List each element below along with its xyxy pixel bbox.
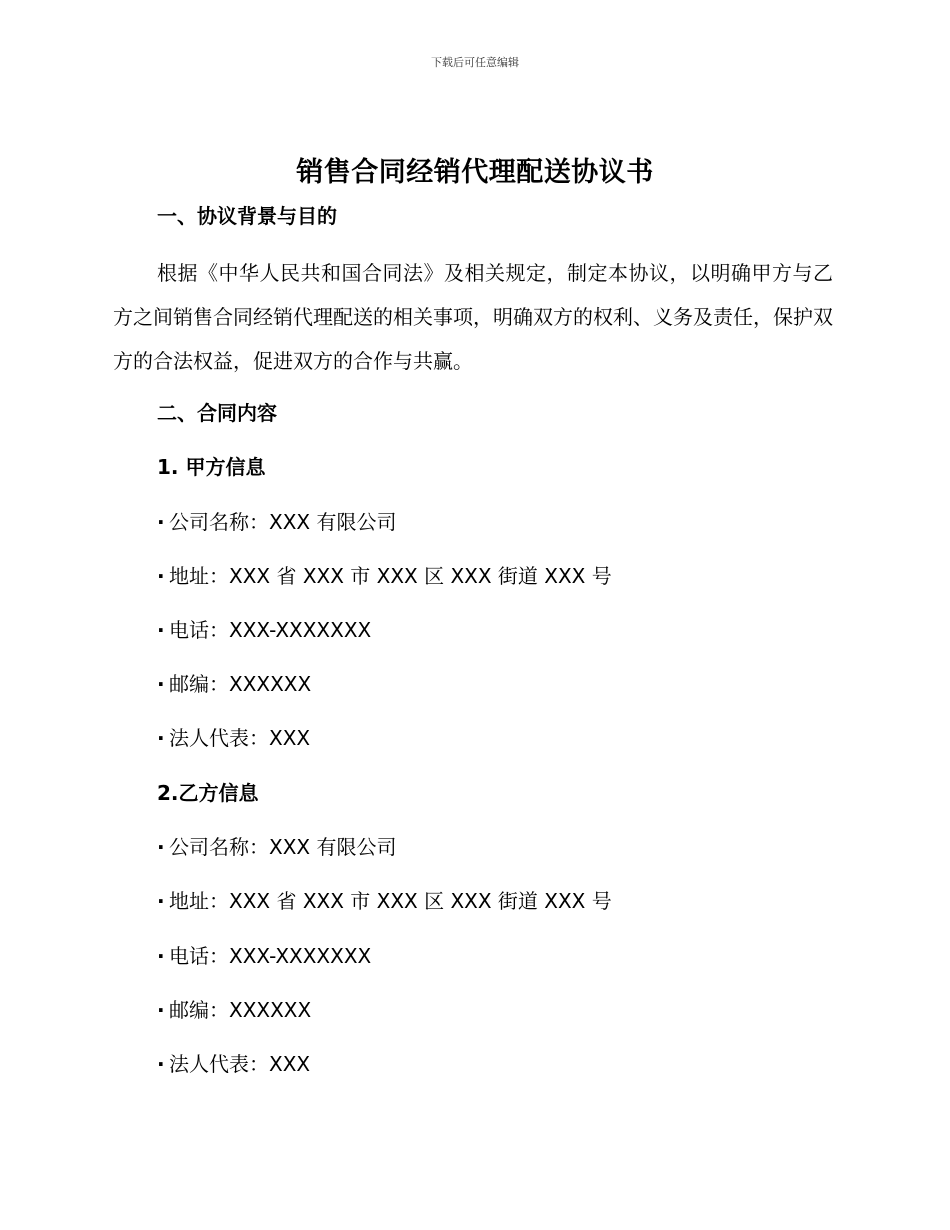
bullet-dot: ·	[157, 510, 165, 534]
header-note: 下载后可任意编辑	[431, 56, 519, 69]
party-b-postcode	[157, 994, 311, 1023]
party-a-company-name	[157, 506, 396, 535]
party-a-heading: 1. 甲方信息	[157, 455, 266, 479]
party-b-phone	[157, 940, 371, 969]
party-a-postcode	[157, 668, 311, 697]
bullet-dot: ·	[157, 1052, 165, 1076]
list-item-text: 地址：XXX 省 XXX 市 XXX 区 XXX 街道 XXX 号	[169, 564, 612, 588]
bullet-dot: ·	[157, 618, 165, 642]
section-heading-background: 一、协议背景与目的	[157, 204, 337, 228]
list-item-text: 公司名称：XXX 有限公司	[169, 835, 397, 859]
party-a-legal-rep	[157, 722, 310, 751]
list-item-text: 地址：XXX 省 XXX 市 XXX 区 XXX 街道 XXX 号	[169, 889, 612, 913]
list-item-text: 法人代表：XXX	[169, 1052, 311, 1076]
list-item-text: 法人代表：XXX	[169, 726, 311, 750]
party-b-address	[157, 885, 612, 914]
list-item-text: 邮编：XXXXXX	[169, 998, 312, 1022]
party-b-company-name	[157, 831, 396, 860]
bullet-dot: ·	[157, 889, 165, 913]
party-a-address	[157, 560, 612, 589]
document-title: 销售合同经销代理配送协议书	[296, 157, 654, 188]
party-b-heading: 2.乙方信息	[157, 781, 259, 805]
party-a-phone	[157, 614, 371, 643]
list-item-text: 邮编：XXXXXX	[169, 672, 312, 696]
bullet-dot: ·	[157, 998, 165, 1022]
bullet-dot: ·	[157, 672, 165, 696]
background-paragraph: 根据《中华人民共和国合同法》及相关规定，制定本协议，以明确甲方与乙方之间销售合同经销代理配送的相关事项，明确双方的权利、义务及责任，保护双方的合法权益，促进双方的合作与共赢。	[113, 261, 833, 373]
bullet-dot: ·	[157, 835, 165, 859]
list-item-text: 公司名称：XXX 有限公司	[169, 510, 397, 534]
section-heading-contract-content: 二、合同内容	[157, 401, 277, 425]
bullet-dot: ·	[157, 726, 165, 750]
bullet-dot: ·	[157, 944, 165, 968]
list-item-text: 电话：XXX-XXXXXXX	[169, 618, 372, 642]
list-item-text: 电话：XXX-XXXXXXX	[169, 944, 372, 968]
bullet-dot: ·	[157, 564, 165, 588]
party-b-legal-rep	[157, 1048, 310, 1077]
